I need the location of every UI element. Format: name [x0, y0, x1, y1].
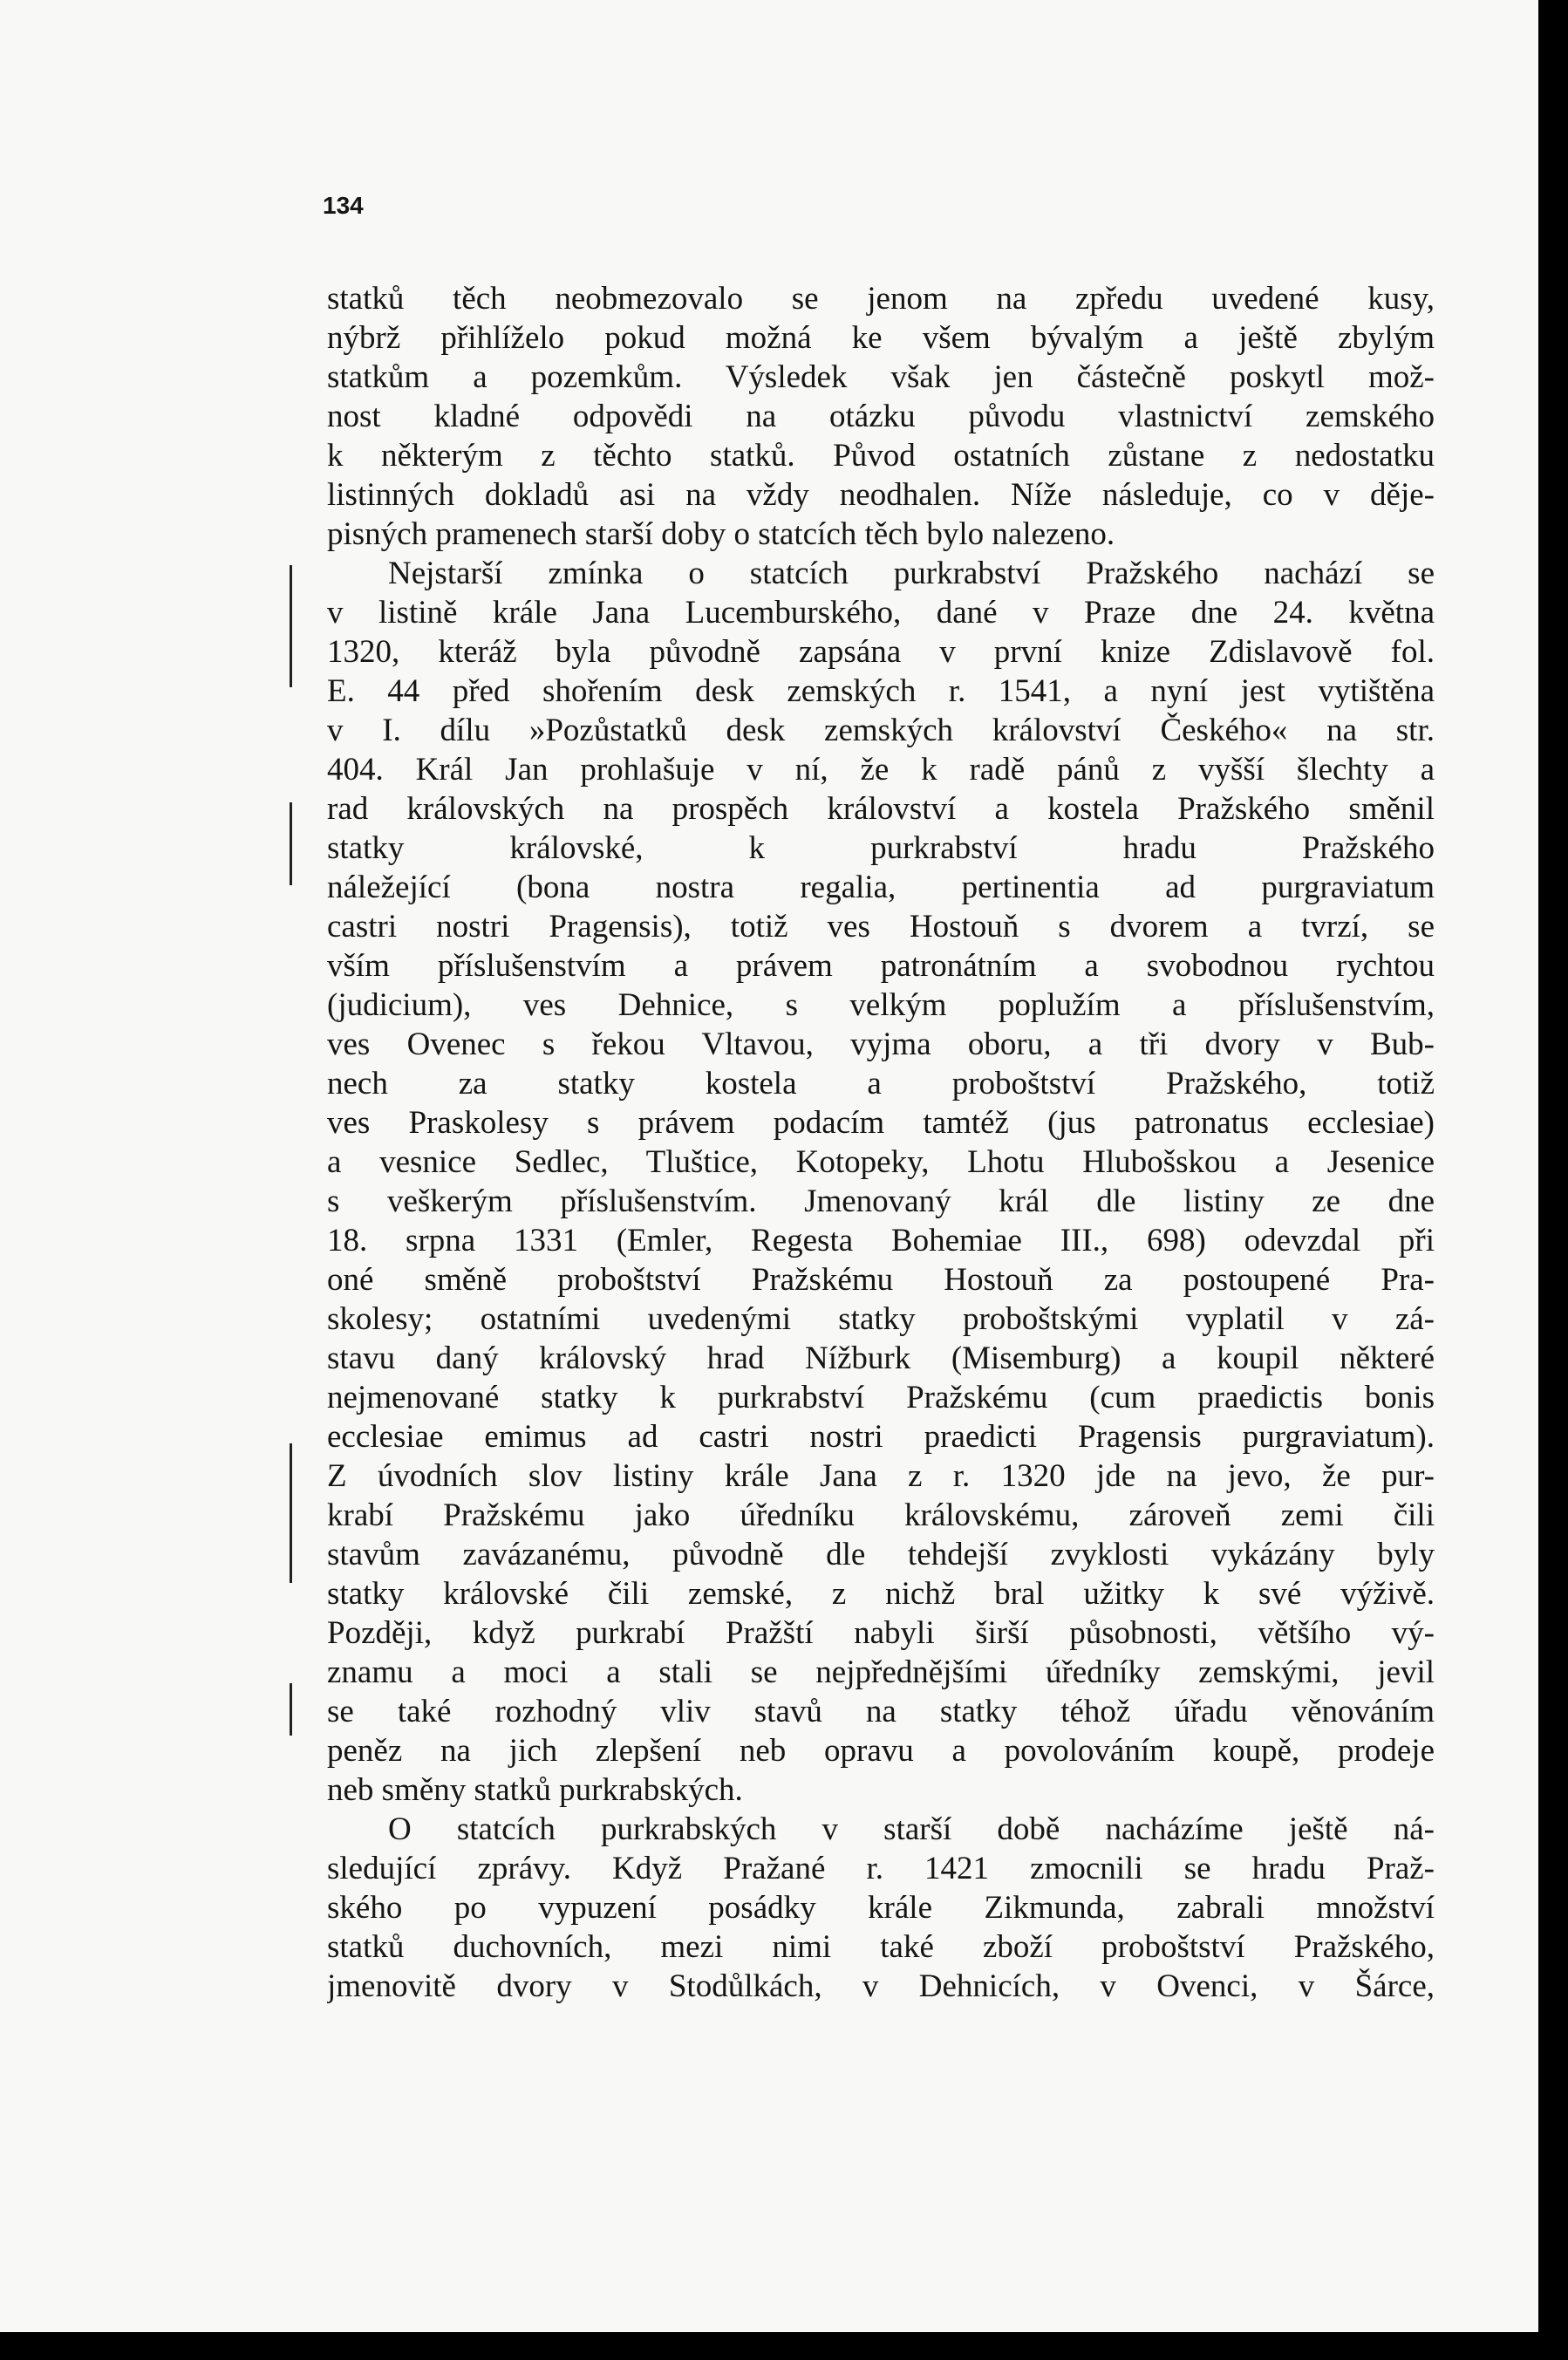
text-line: sledující zprávy. Když Pražané r. 1421 zmocnili se hradu Praž-	[327, 1851, 1435, 1886]
text-line: skolesy; ostatními uvedenými statky proboštskými vyplatil v zá-	[327, 1301, 1435, 1337]
body-text	[327, 279, 1435, 2006]
text-line: jmenovitě dvory v Stodůlkách, v Dehnicích, v Ovenci, v Šárce,	[327, 1968, 1435, 2004]
text-line: náležející (bona nostra regalia, pertinentia ad purgraviatum	[327, 870, 1435, 905]
text-line: ského po vypuzení posádky krále Zikmunda, zabrali množství	[327, 1890, 1435, 1926]
text-line: 18. srpna 1331 (Emler, Regesta Bohemiae III., 698) odevzdal při	[327, 1223, 1435, 1258]
text-line: Z úvodních slov listiny krále Jana z r. 1320 jde na jevo, že pur-	[327, 1458, 1435, 1494]
text-line: s veškerým příslušenstvím. Jmenovaný král dle listiny ze dne	[327, 1183, 1435, 1219]
text-line: statky královské, k purkrabství hradu Pražského	[327, 830, 1435, 866]
text-line: castri nostri Pragensis), totiž ves Hostouň s dvorem a tvrzí, se	[327, 909, 1435, 945]
text-line: v listině krále Jana Lucemburského, dané v Praze dne 24. května	[327, 595, 1435, 631]
text-line: se také rozhodný vliv stavů na statky téhož úřadu věnováním	[327, 1694, 1435, 1729]
text-line: statky královské čili zemské, z nichž bral užitky k své výživě.	[327, 1576, 1435, 1612]
margin-mark	[290, 1683, 292, 1736]
text-line: nejmenované statky k purkrabství Pražskému (cum praedictis bonis	[327, 1380, 1435, 1415]
margin-mark	[290, 565, 292, 687]
text-line: stavu daný královský hrad Nížburk (Misemburg) a koupil některé	[327, 1340, 1435, 1376]
text-line: listinných dokladů asi na vždy neodhalen. Níže následuje, co v děje-	[327, 477, 1435, 513]
text-line: statkům a pozemkům. Výsledek však jen částečně poskytl mož-	[327, 359, 1435, 395]
text-line: nýbrž přihlíželo pokud možná ke všem bývalým a ještě zbylým	[327, 320, 1435, 356]
margin-mark	[290, 1443, 292, 1583]
text-line: ves Ovenec s řekou Vltavou, vyjma oboru, a tři dvory v Bub-	[327, 1027, 1435, 1062]
margin-mark	[290, 802, 292, 885]
text-line: oné směně proboštství Pražskému Hostouň za postoupené Pra-	[327, 1262, 1435, 1298]
text-line: vším příslušenstvím a právem patronátním a svobodnou rychtou	[327, 948, 1435, 984]
text-line: Později, když purkrabí Pražští nabyli širší působnosti, většího vý-	[327, 1615, 1435, 1651]
text-line: statků duchovních, mezi nimi také zboží proboštství Pražského,	[327, 1929, 1435, 1965]
text-line: rad královských na prospěch království a kostela Pražského směnil	[327, 791, 1435, 827]
scan-border-bottom	[0, 2332, 1568, 2360]
text-line: k některým z těchto statků. Původ ostatních zůstane z nedostatku	[327, 438, 1435, 474]
text-line: v I. dílu »Pozůstatků desk zemských království Českého« na str.	[327, 713, 1435, 748]
text-line: peněz na jich zlepšení neb opravu a povolováním koupě, prodeje	[327, 1733, 1435, 1769]
text-line: 1320, kteráž byla původně zapsána v první knize Zdislavově fol.	[327, 634, 1435, 670]
text-line: pisných pramenech starší doby o statcích těch bylo nalezeno.	[327, 516, 1115, 552]
text-line: (judicium), ves Dehnice, s velkým poplužím a příslušenstvím,	[327, 987, 1435, 1023]
text-line: ves Praskolesy s právem podacím tamtéž (jus patronatus ecclesiae)	[327, 1105, 1435, 1141]
text-line: znamu a moci a stali se nejpřednějšími úředníky zemskými, jevil	[327, 1654, 1435, 1690]
scan-border-right	[1538, 0, 1568, 2360]
page-number: 134	[323, 192, 364, 219]
text-line: krabí Pražskému jako úředníku královskému, zároveň zemi čili	[327, 1497, 1435, 1533]
text-line: E. 44 před shořením desk zemských r. 1541, a nyní jest vytištěna	[327, 673, 1435, 709]
text-line: Nejstarší zmínka o statcích purkrabství Pražského nachází se	[388, 556, 1435, 591]
text-line: nech za statky kostela a proboštství Pražského, totiž	[327, 1066, 1435, 1102]
text-line: statků těch neobmezovalo se jenom na zpředu uvedené kusy,	[327, 281, 1435, 317]
text-line: a vesnice Sedlec, Tluštice, Kotopeky, Lhotu Hlubošskou a Jesenice	[327, 1144, 1435, 1180]
text-line: ecclesiae emimus ad castri nostri praedicti Pragensis purgraviatum).	[327, 1419, 1435, 1455]
text-line: 404. Král Jan prohlašuje v ní, že k radě pánů z vyšší šlechty a	[327, 752, 1435, 788]
text-line: neb směny statků purkrabských.	[327, 1772, 743, 1808]
text-line: O statcích purkrabských v starší době nacházíme ještě ná-	[388, 1811, 1435, 1847]
text-line: stavům zavázanému, původně dle tehdejší zvyklosti vykázány byly	[327, 1537, 1435, 1572]
text-line: nost kladné odpovědi na otázku původu vlastnictví zemského	[327, 399, 1435, 434]
